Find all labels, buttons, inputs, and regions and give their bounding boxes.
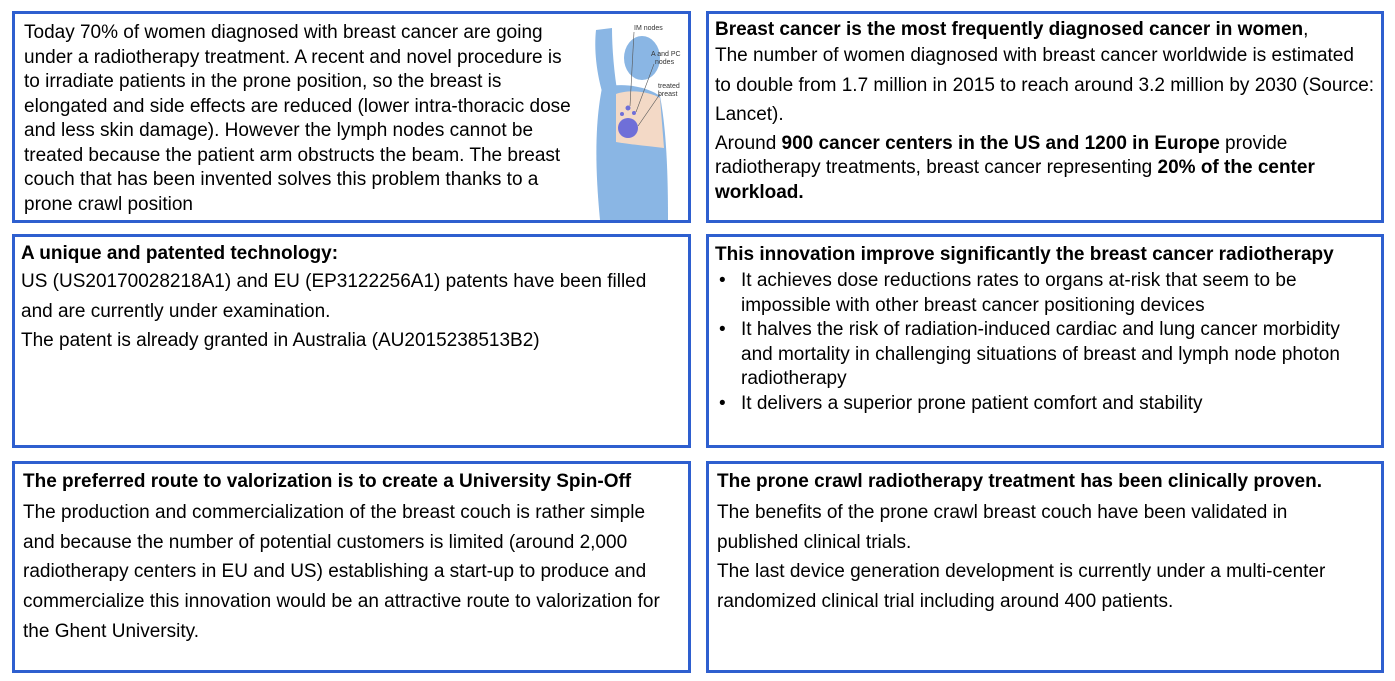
centers-text-c: provide radiotherapy treatments, breast cancer representing bbox=[715, 132, 1288, 178]
workload-share: 20% of the center workload. bbox=[715, 157, 1315, 203]
prone-patient-figure bbox=[576, 18, 686, 220]
valorization-panel bbox=[12, 461, 691, 673]
clinical-body-1: The benefits of the prone crawl breast couch have been validated in published clinical trials. bbox=[717, 502, 1288, 553]
valorization-title: The preferred route to valorization is to create a University Spin-Off bbox=[23, 471, 632, 492]
im-nodes-label: IM nodes bbox=[634, 25, 663, 32]
bullet-text: It halves the risk of radiation-induced cardiac and lung cancer morbidity and mortality in challenging situations of breast and lymph node photon radiotherapy bbox=[741, 319, 1340, 390]
a-pc-nodes-label-2: nodes bbox=[655, 59, 675, 66]
patent-line-2: The patent is already granted in Australia (AU2015238513B2) bbox=[21, 330, 540, 351]
clinical-title: The prone crawl radiotherapy treatment has been clinically proven. bbox=[717, 471, 1323, 492]
patent-line-1: US (US20170028218A1) and EU (EP3122256A1) patents have been filled and are currently under examination. bbox=[21, 271, 647, 322]
clinical-panel bbox=[706, 461, 1384, 673]
patent-title: A unique and patented technology: bbox=[21, 243, 339, 264]
bullet-icon: • bbox=[719, 392, 726, 414]
valorization-body: The production and commercialization of the breast couch is rather simple and because the number of potential customers is limited (around 2,000 radiotherapy centers in EU and US) establishing a start-up to produce and commercialize this innovation would be an attractive route to valorization for the Ghent University. bbox=[23, 502, 660, 642]
market-panel bbox=[706, 11, 1384, 223]
clinical-body-2: The last device generation development is currently under a multi-center randomized clinical trial including around 400 patients. bbox=[717, 561, 1326, 613]
patent-panel bbox=[12, 234, 691, 448]
treated-label-1: treated bbox=[658, 83, 680, 90]
intro-text: Today 70% of women diagnosed with breast cancer are going under a radiotherapy treatment. A recent and novel procedure is to irradiate patients in the prone position, so the breast is elongated and side effects are reduced (lower intra-thoracic dose and less skin damage). However the lymph nodes cannot be treated because the patient arm obstructs the beam. The breast couch that has been invented solves this problem thanks to a prone crawl position bbox=[24, 22, 571, 215]
centers-paragraph bbox=[715, 132, 1375, 206]
patient-head bbox=[624, 36, 660, 80]
bullet-text: It achieves dose reductions rates to organs at-risk that seem to be impossible with other breast cancer positioning devices bbox=[741, 270, 1297, 316]
treated-label-2: breast bbox=[658, 91, 678, 98]
list-item bbox=[715, 318, 1375, 392]
centers-text-a: Around bbox=[715, 132, 782, 154]
market-paragraph: The number of women diagnosed with breast cancer worldwide is estimated to double from 1.7 million in 2015 to reach around 3.2 million by 2030 (Source: Lancet). bbox=[715, 45, 1375, 125]
treated-breast-shape bbox=[618, 118, 638, 138]
market-title-line bbox=[715, 18, 1375, 41]
patient-illustration bbox=[576, 18, 686, 220]
bullet-text: It delivers a superior prone patient comfort and stability bbox=[741, 392, 1203, 414]
market-title: Breast cancer is the most frequently diagnosed cancer in women bbox=[715, 19, 1304, 40]
a-pc-nodes-label-1: A and PC bbox=[651, 51, 681, 58]
bullet-icon: • bbox=[719, 270, 726, 291]
innovation-panel bbox=[706, 234, 1384, 448]
innovation-bullets bbox=[715, 269, 1375, 417]
market-title-suffix: , bbox=[1303, 19, 1309, 40]
centers-count: 900 cancer centers in the US and 1200 in Europe bbox=[781, 132, 1220, 154]
list-item bbox=[715, 392, 1375, 417]
innovation-title: This innovation improve significantly the breast cancer radiotherapy bbox=[715, 244, 1334, 265]
intro-panel bbox=[12, 11, 691, 223]
bullet-icon: • bbox=[719, 319, 726, 341]
list-item bbox=[715, 269, 1375, 318]
